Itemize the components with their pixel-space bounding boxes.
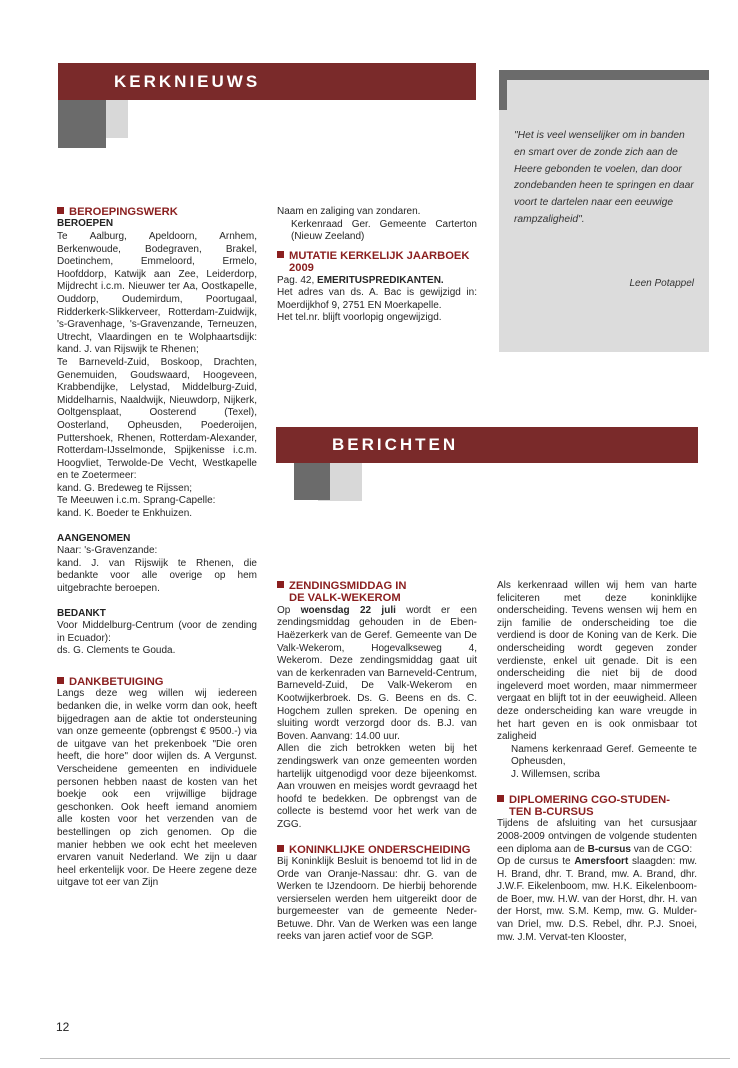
paragraph: Het tel.nr. blijft voorlopig ongewijzigd. — [277, 312, 442, 324]
section-heading: DANKBETUIGING — [57, 676, 257, 688]
paragraph: Het adres van ds. A. Bac is gewijzigd in: Moerdijkhof 9, 2751 EN Moerkapelle. — [277, 287, 477, 311]
paragraph: ds. G. Clements te Gouda. — [57, 645, 176, 657]
paragraph: Als kerkenraad willen wij hem van harte feliciteren met deze koninklijke onderscheiding. Tevens wensen wij hem en zijn familie de onderscheiding toe die verdiend is door de Koning van de Kerk. Die onderscheiding wordt gegeven zonder verdienste, enkel uit genade. Dit is een onderscheiding die niet bij de dood ingeleverd moet worden, maar nimmermeer vergaat en blijft tot in der eeuwigheid. Alleen deze onderscheiding kan ware vreugde in het hart geven en is ook onmisbaar tot zaligheid — [497, 580, 697, 743]
banner-decor-gray-square — [58, 100, 106, 148]
page-number: 12 — [56, 1020, 70, 1034]
column-1 — [57, 206, 257, 890]
banner-title: KERKNIEUWS — [114, 71, 261, 91]
column-3-bottom — [497, 580, 697, 944]
section-heading: KONINKLIJKE ONDERSCHEIDING — [277, 844, 477, 856]
bottom-rule — [40, 1058, 730, 1059]
paragraph: Op de cursus te Amersfoort slaagden: mw. H. Brand, dhr. T. Brand, mw. A. Brand, dhr. J.W.F. Eikelenboom, mw. H.K. Eikelenboom-de Boer, mw. H.W. van der Horst, dhr. H. van der Horst, mw. S.M. Kemp, mw. G. Mulder-van Driel, mw. D.S. Rebel, dhr. P.J. Snoei, mw. J.M. Vervat-ten Klooster, — [497, 856, 697, 943]
paragraph: kand. K. Boeder te Enkhuizen. — [57, 508, 193, 520]
paragraph: Voor Middelburg-Centrum (voor de zending in Ecuador): — [57, 620, 257, 644]
paragraph: Bij Koninklijk Besluit is benoemd tot lid in de Orde van Oranje-Nassau: dhr. G. van de Werken te IJzendoorn. De hierbij behorende versierselen werden hem uitgereikt door de burgemeester van de gemeente Neder-Betuwe. Dhr. Van de Werken was een lange reeks van jaren actief voor de SGP. — [277, 855, 477, 943]
section-heading: BEROEPINGSWERK — [57, 206, 257, 218]
section-heading: DIPLOMERING CGO-STUDEN- TEN B-CURSUS — [497, 794, 697, 819]
paragraph: Namens kerkenraad Geref. Gemeente te Opheusden, — [511, 743, 697, 768]
paragraph: Naar: 's-Gravenzande: — [57, 545, 158, 557]
paragraph: kand. J. van Rijswijk te Rhenen, die bedankte voor alle overige op hem uitgebrachte beroepen. — [57, 557, 257, 595]
paragraph: Kerkenraad Ger. Gemeente Carterton (Nieuw Zeeland) — [291, 218, 477, 243]
paragraph: Op woensdag 22 juli wordt er een zendingsmiddag gehouden in de Eben-Haëzerkerk van de Geref. Gemeente van De Valk-Wekerom, Hogevalkseweg 4, Wekerom. Deze zendingsmiddag gaat uit van de kerkenraden van Barneveld-Centrum, Barneveld-Zuid, De Valk-Wekerom en Kootwijkerbroek. Ds. G. Beens en ds. C. Hogchem zullen spreken. De opening en sluiting wordt verzorgd door ds. B.J. van Boven. Aanvang: 14.00 uur. — [277, 604, 477, 742]
paragraph: Allen die zich betrokken weten bij het zendingswerk van onze gemeenten worden hartelijk uitgenodigd voor deze bijeenkomst. Aan vrouwen en meisjes wordt gevraagd het hoofd te bedekken. De opbrengst van de collecte is bestemd voor het werk van de ZGG. — [277, 743, 477, 830]
subheading: BEROEPEN — [57, 218, 114, 230]
quote-author: Leen Potappel — [629, 278, 694, 289]
paragraph: Pag. 42, EMERITUSPREDIKANTEN. — [277, 274, 444, 286]
paragraph: J. Willemsen, scriba — [511, 768, 600, 780]
column-2-top — [277, 206, 477, 325]
paragraph: Te Aalburg, Apeldoorn, Arnhem, Berkenwoude, Bodegraven, Brakel, Doetinchem, Emmeloord, Ermelo, Hoofddorp, Katwijk aan Zee, Leiderdorp, Mijdrecht i.c.m. Nieuwer ter Aa, Oostkapelle, Ouddorp, Oudemirdum, Poortugaal, Ridderkerk-Slikkerveer, Rotterdam-Zuidwijk, 's-Gravenhage, 's-Gravenzande, Terneuzen, Utrecht, Vlaardingen en te Wolphaartsdijk: kand. J. van Rijswijk te Rhenen; — [57, 231, 257, 356]
banner-kerknieuws — [58, 63, 476, 100]
quote-text: "Het is veel wenselijker om in banden en smart over de zonde zich aan de Heere gebonden te voelen, dan door zondebanden heen te springen en daar voort te dartelen naar een eeuwige rampzaligheid". — [514, 130, 694, 225]
paragraph: Langs deze weg willen wij iedereen bedanken die, in welke vorm dan ook, heeft bijgedragen aan de aktie tot ondersteuning van onze gemeente (opbrengst € 9500.-) via de uitgave van het prekenboek "Die oren heeft, die hore" door wijlen ds. A Vergunst. Verscheidene gemeenten en individuele personen hebben naast de kosten van het boekje ook een vrijwillige bijdrage geschonken. Ook heeft iemand anomiem alle kosten voor het verzenden van de bestellingen op zich genomen. Op die manier hebben we ook echt het meeleven ervaren vanuit Nederland. We zijn u daar heel erkentelijk voor. De Heere zegene deze uitgave tot eer van Zijn — [57, 688, 257, 889]
banner-title: BERICHTEN — [332, 435, 459, 454]
section-heading: ZENDINGSMIDDAG IN DE VALK-WEKEROM — [277, 580, 477, 605]
column-2-bottom — [277, 580, 477, 944]
banner-decor-gray-square — [294, 462, 330, 500]
paragraph: kand. G. Bredeweg te Rijssen; — [57, 482, 193, 494]
banner-berichten — [276, 427, 698, 463]
subheading: AANGENOMEN — [57, 532, 131, 544]
paragraph: Naam en zaliging van zondaren. — [277, 206, 421, 217]
subheading: BEDANKT — [57, 607, 106, 619]
section-heading: MUTATIE KERKELIJK JAARBOEK 2009 — [277, 250, 477, 275]
paragraph: Te Barneveld-Zuid, Boskoop, Drachten, Genemuiden, Goudswaard, Hoogeveen, Krabbendijke, Lelystad, Middelburg-Zuid, Middelharnis, Naaldwijk, Nieuwdorp, Nijkerk, Ooltgensplaat, Oosterend (Texel), Oosterland, Opheusden, Poederoijen, Puttershoek, Rhenen, Rotterdam-Alexander, Rotterdam-IJsselmonde, Spijkenisse i.c.m. Hoogvliet, Terwolde-De Vecht, Westkapelle en te Zoetermeer: — [57, 356, 257, 482]
paragraph: Te Meeuwen i.c.m. Sprang-Capelle: — [57, 495, 216, 507]
paragraph: Tijdens de afsluiting van het cursusjaar 2008-2009 ontvingen de volgende studenten een diploma aan de B-cursus van de CGO: — [497, 818, 697, 855]
